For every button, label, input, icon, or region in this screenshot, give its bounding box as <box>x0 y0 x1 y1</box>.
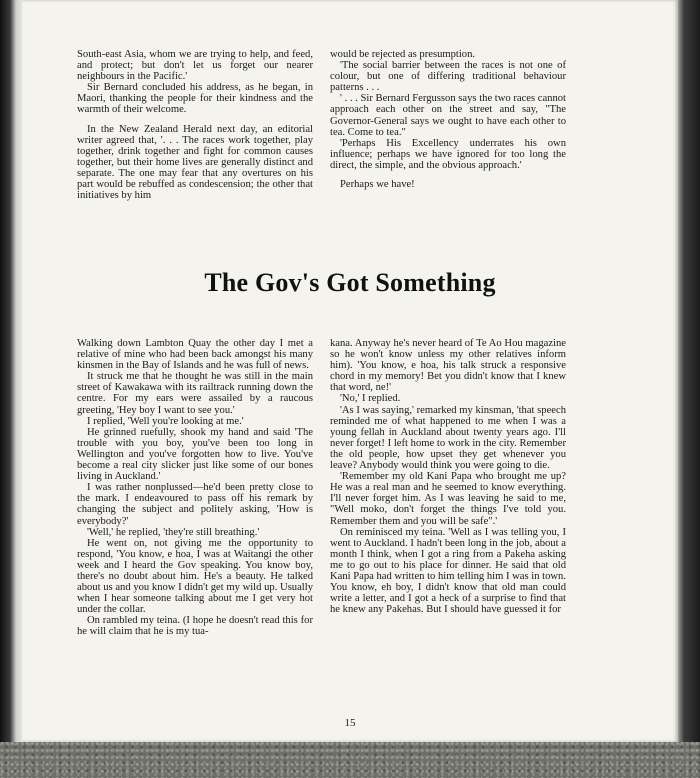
paragraph: Walking down Lambton Quay the other day I met a relative of mine who had been back amongst his many kinsmen in the Bay of Islands and he was full of news. <box>77 338 313 372</box>
article-right-column <box>330 338 566 615</box>
continued-article-right-column <box>330 49 566 190</box>
article-left-column <box>77 338 313 638</box>
paragraph: Sir Bernard concluded his address, as he began, in Maori, thanking the people for their kindness and the warmth of their welcome. <box>77 82 313 116</box>
paragraph: 'No,' I replied. <box>340 393 401 405</box>
paragraph: ' . . . Sir Bernard Fergusson says the two races cannot approach each other on the street and say, "The Governor-General says we ought to have each other to tea. Come to tea." <box>330 93 566 138</box>
paragraph: 'As I was saying,' remarked my kinsman, 'that speech reminded me of what happened to me when I was a young fellah in Auckland about twenty years ago. I'll never forget! I left home to work in the city. Remember the old people, how upset they get whenever you leave? Anybody would think you were going to die. <box>330 404 566 472</box>
continued-article-left-column <box>77 49 313 201</box>
paragraph: 'The social barrier between the races is not one of colour, but one of differing traditional behaviour patterns . . . <box>330 60 566 94</box>
page-number: 15 <box>344 717 356 729</box>
paragraph: 'Well,' he replied, 'they're still breathing.' <box>87 526 260 538</box>
paragraph: kana. Anyway he's never heard of Te Ao Hou magazine so he won't know unless my other relatives inform him). 'You know, e hoa, his talk struck a responsive chord in my memory! Bet you didn't know that I knew that word, ne!' <box>330 338 566 394</box>
paragraph: He grinned ruefully, shook my hand and said 'The trouble with you boy, you've been too long in Wellington and you've forgotten how to live. You've become a real city slicker just like some of our bones living in Auckland.' <box>77 426 313 483</box>
scan-binding-edge <box>0 0 22 778</box>
paragraph: I was rather nonplussed—he'd been pretty close to the mark. I endeavoured to pass off his remark by changing the subject and politely asking, 'How is everybody?' <box>77 482 313 527</box>
paragraph: On rambled my teina. (I hope he doesn't read this for he will claim that he is my tua- <box>77 615 313 638</box>
paragraph: It struck me that he thought he was still in the main street of Kawakawa with its railtrack running down the centre. For my ears were assailed by a raucous greeting, 'Hey boy I want to see you.' <box>77 371 313 416</box>
paragraph: I replied, 'Well you're looking at me.' <box>87 415 244 427</box>
paragraph: Perhaps we have! <box>340 179 415 191</box>
paragraph: South-east Asia, whom we are trying to help, and feed, and protect; but don't let us forget our nearer neighbours in the Pacific.' <box>77 49 313 83</box>
magazine-page <box>22 0 678 742</box>
paragraph: In the New Zealand Herald next day, an editorial writer agreed that, '. . . The races work together, play together, drink together and fight for common causes together, but their home lives are generally distinct and separate. The one may fear that any overtures on his part would be rebuffed as condescension; the other that initiatives by him <box>77 123 313 202</box>
paragraph: 'Perhaps His Excellency underrates his own influence; perhaps we have ignored for too long the direct, the simple, and the obvious approach.' <box>330 137 566 171</box>
scan-right-edge <box>678 0 700 742</box>
paragraph: 'Remember my old Kani Papa who brought me up? He was a real man and he seemed to know everything. I'll never forget him. As I was leaving he said to me, "Well moko, don't forget the things I've told you. Remember them and you will be safe".' <box>330 471 566 527</box>
article-headline: The Gov's Got Something <box>204 268 496 297</box>
paragraph: On reminisced my teina. 'Well as I was telling you, I went to Auckland. I hadn't been long in the job, about a month I think, when I got a ring from a Pakeha asking me to go out to his place for dinner. He said that old Kani Papa had written to him telling him I was in town. You know, eh boy, I didn't know that old man could write a letter, and I got a heck of a surprise to find that he knew any Pakehas. But I should have guessed it for <box>330 526 566 616</box>
paragraph: He went on, not giving me the opportunity to respond, 'You know, e hoa, I was at Waitangi the other week and I heard the Gov speaking. You know boy, there's no doubt about him. He's a beauty. He talked about us and you know I didn't get my wild up. Usually when I hear someone talking about me I get very hot under the collar. <box>77 537 313 616</box>
scan-bottom-edge <box>0 742 700 778</box>
paragraph: would be rejected as presumption. <box>330 49 476 60</box>
